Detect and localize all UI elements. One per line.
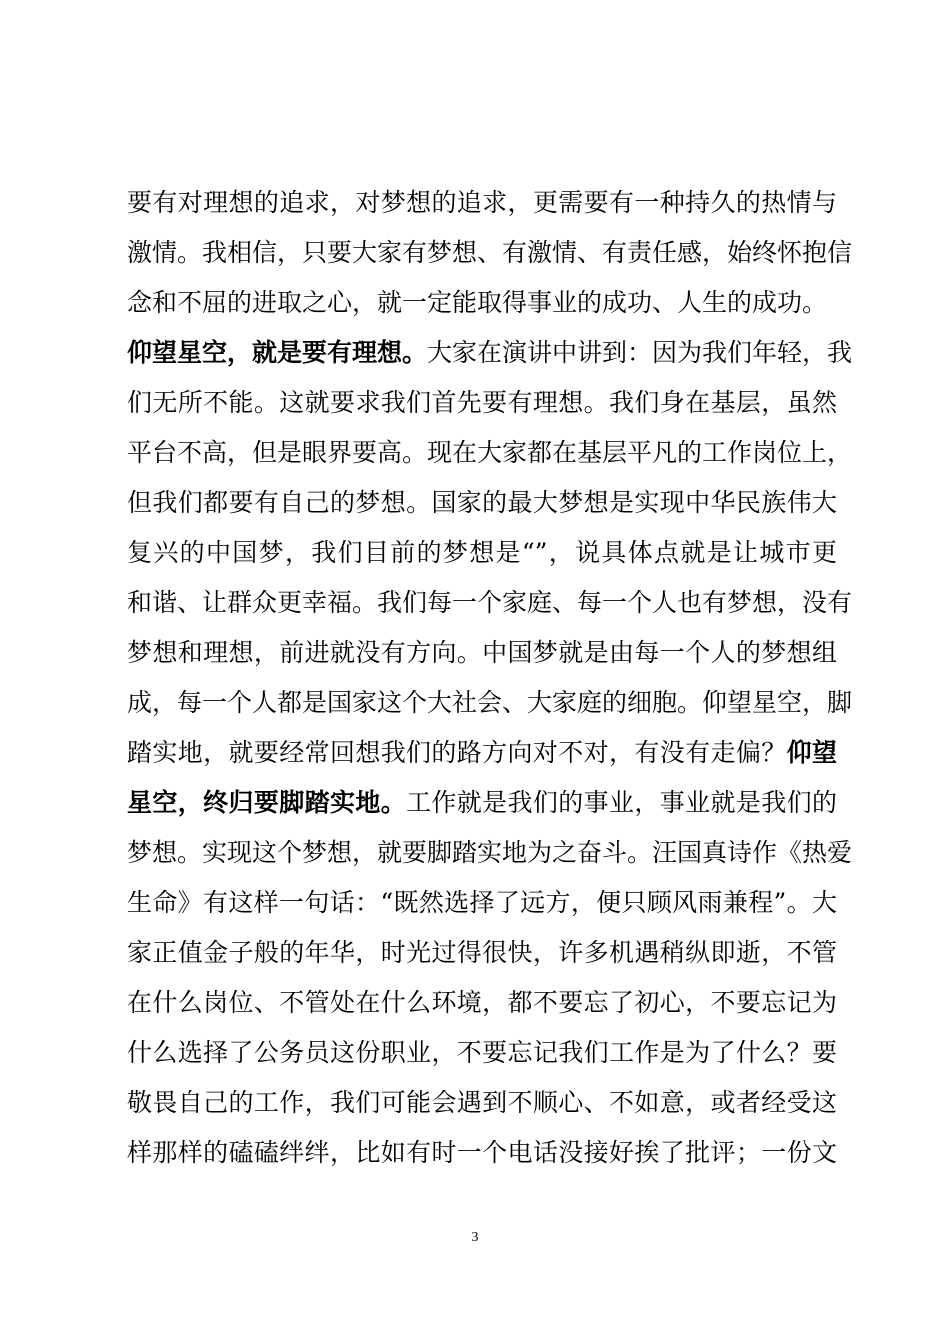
text-line-19 (127, 1078, 837, 1128)
line-text: 在什么岗位、不管处在什么环境，都不要忘了初心，不要忘记为 (127, 988, 837, 1017)
line-text: 梦想和理想，前进就没有方向。中国梦就是由每一个人的梦想组 (127, 638, 837, 667)
line-text: 敬畏自己的工作，我们可能会遇到不顺心、不如意，或者经受这 (127, 1088, 837, 1117)
page-number: 3 (471, 1230, 479, 1245)
text-line-2 (127, 228, 853, 278)
bold-heading: 仰望 (786, 738, 837, 767)
text-line-20 (127, 1128, 837, 1178)
line-text: 平台不高，但是眼界要高。现在大家都在基层平凡的工作岗位上， (127, 438, 853, 467)
text-line-18 (127, 1028, 837, 1078)
line-text: 成，每一个人都是国家这个大社会、大家庭的细胞。仰望星空，脚 (127, 688, 853, 717)
text-line-1 (127, 178, 837, 228)
line-text: 复兴的中国梦，我们目前的梦想是“”，说具体点就是让城市更 (127, 538, 837, 567)
text-line-7 (127, 478, 837, 528)
line-text: 念和不屈的进取之心，就一定能取得事业的成功、人生的成功。 (127, 288, 828, 317)
text-line-11 (127, 678, 853, 728)
line-text: 们无所不能。这就要求我们首先要有理想。我们身在基层，虽然 (127, 388, 837, 417)
line-text: 生命》有这样一句话：“既然选择了远方，便只顾风雨兼程”。大 (127, 888, 837, 917)
line-text: 工作就是我们的事业，事业就是我们的 (406, 788, 837, 817)
text-line-13 (127, 778, 837, 828)
line-text: 家正值金子般的年华，时光过得很快，许多机遇稍纵即逝，不管 (127, 938, 837, 967)
text-line-3 (127, 278, 837, 328)
text-line-17 (127, 978, 837, 1028)
line-text: 要有对理想的追求，对梦想的追求，更需要有一种持久的热情与 (127, 188, 837, 217)
line-text: 样那样的磕磕绊绊，比如有时一个电话没接好挨了批评；一份文 (127, 1138, 837, 1167)
line-text: 梦想。实现这个梦想，就要脚踏实地为之奋斗。汪国真诗作《热爱 (127, 838, 853, 867)
text-line-15 (127, 878, 837, 928)
text-line-14 (127, 828, 853, 878)
line-text: 什么选择了公务员这份职业，不要忘记我们工作是为了什么？要 (127, 1038, 837, 1067)
line-text: 和谐、让群众更幸福。我们每一个家庭、每一个人也有梦想，没有 (127, 588, 853, 617)
text-line-8 (127, 528, 837, 578)
line-text: 但我们都要有自己的梦想。国家的最大梦想是实现中华民族伟大 (127, 488, 837, 517)
line-text: 大家在演讲中讲到：因为我们年轻，我 (427, 338, 853, 367)
text-line-6 (127, 428, 853, 478)
text-line-4 (127, 328, 853, 378)
line-text: 踏实地，就要经常回想我们的路方向对不对，有没有走偏？ (127, 738, 787, 767)
body-text (127, 178, 853, 1178)
text-line-16 (127, 928, 837, 978)
line-text: 激情。我相信，只要大家有梦想、有激情、有责任感，始终怀抱信 (127, 238, 853, 267)
bold-heading: 星空，终归要脚踏实地。 (127, 788, 407, 817)
text-line-10 (127, 628, 837, 678)
bold-heading: 仰望星空，就是要有理想。 (127, 338, 428, 367)
text-line-5 (127, 378, 837, 428)
text-line-9 (127, 578, 853, 628)
text-line-12 (127, 728, 837, 778)
